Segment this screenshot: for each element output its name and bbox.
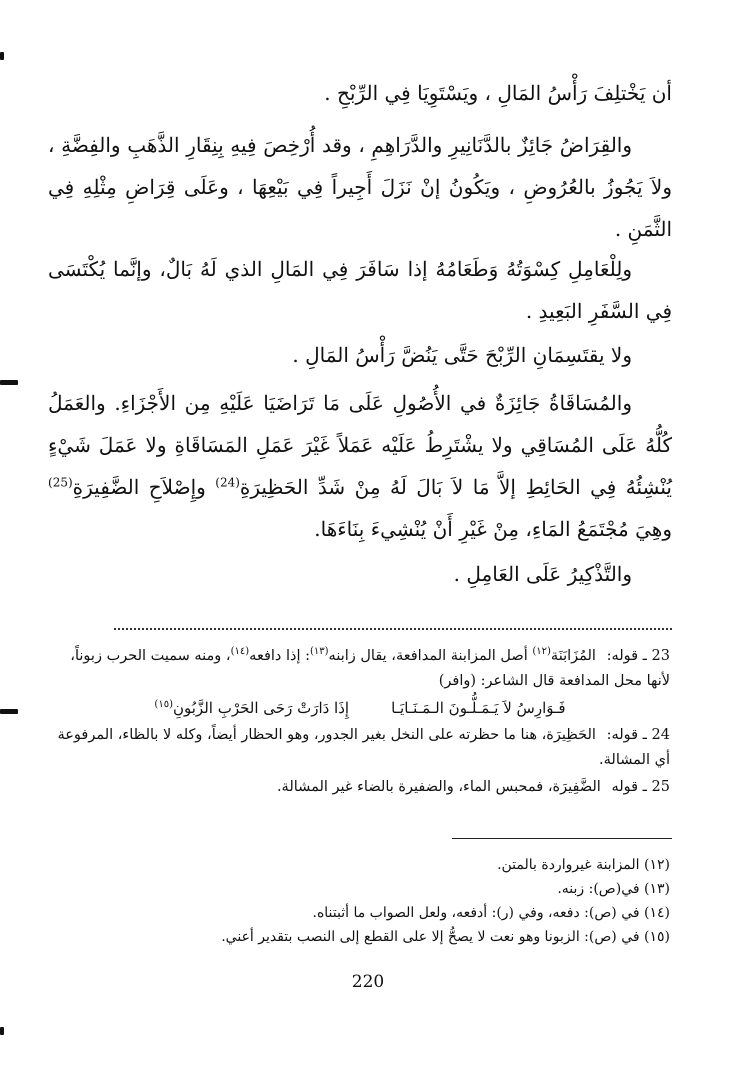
- margin-mark: [0, 1027, 4, 1035]
- apparatus-note-14: (١٤) في (ص): دفعه، وفي (ر): أدفعه، ولعل الصواب ما أثبتناه.: [312, 905, 670, 921]
- note-23-text-c: : إذا دافعه: [249, 648, 310, 664]
- note-23-term: المُزَابَنَة: [550, 648, 601, 664]
- margin-mark: [0, 709, 18, 714]
- commentary-notes: [50, 644, 670, 802]
- note-23: [50, 644, 670, 694]
- note-23-ref-12[interactable]: (١٢): [532, 646, 551, 658]
- note-23-text-d: ، ومنه سميت الحرب زبوناً، لأنها محل المدافعة قال الشاعر: (وافر): [70, 648, 670, 689]
- notes-divider: [114, 628, 672, 630]
- musaqat-text-c: وهِيَ مُجْتَمَعُ المَاءِ، مِنْ غَيْرِ أَنْ يُنْشِيءَ بِنَاءَهَا.: [314, 517, 672, 541]
- poetry-verse: [50, 696, 670, 721]
- apparatus-note-15: (١٥) في (ص): الزبونا وهو نعت لا يصحُّ إلا على القطع إلى النصب بتقدير أعني.: [221, 929, 670, 945]
- apparatus-note-12: (١٢) المزابنة غيرواردة بالمتن.: [497, 857, 670, 873]
- note-23-label: 23 ـ قوله:: [606, 648, 670, 664]
- body-paragraph-amil: ولِلْعَامِلِ كِسْوَتُهُ وَطَعَامُهُ إذا سَافَرَ فِي المَالِ الذي لَهُ بَالٌ، وإنَّما يُكْتَسَى فِي السَّفَرِ البَعِيدِ .: [48, 257, 672, 323]
- musaqat-text-a: والمُسَاقَاةُ جَائِزَةٌ في الأُصُولِ عَلَى مَا تَرَاضَيَا عَلَيْهِ مِن الأَجْزَاءِ. والعَمَلُ كُلُّهُ عَلَى المُسَاقِي ولا يشْتَرِطُ عَلَيْه عَمَلاً غَيْرَ عَمَلِ المَسَاقَاةِ ولا عَمَلَ شَيْءٍ يُنْشِئُهُ فِي الحَائِطِ إلاَّ مَا لاَ بَالَ لَهُ مِنْ شَدِّ الحَظِيرَةِ: [48, 391, 672, 499]
- margin-mark: [0, 380, 18, 385]
- body-paragraph-tadhkir: والتَّذْكِيرُ عَلَى العَامِلِ .: [453, 562, 632, 586]
- note-24-label: 24 ـ قوله:: [606, 727, 670, 743]
- note-23-ref-13[interactable]: (١٣): [309, 646, 329, 658]
- verse-second-hemistich: [154, 696, 349, 721]
- note-25: [50, 775, 670, 800]
- verse-first-hemistich: فَـوَارِسُ لاَ يَـمَـلُّـونَ الـمَـنَـايَـا: [391, 699, 566, 717]
- apparatus-note-13: (١٣) في(ص): زبنه.: [557, 881, 670, 897]
- footnote-ref-25[interactable]: (25): [48, 475, 73, 490]
- apparatus-divider: [452, 838, 672, 839]
- note-24: [50, 723, 670, 773]
- note-25-text: الضَّفِيرَة، فمحبس الماء، والضفيرة بالضاء غير المشالة.: [276, 779, 606, 795]
- note-25-label: 25 ـ قوله: [611, 779, 670, 795]
- note-24-text: الحَظِيرَة، هنا ما حظرته على النخل بغير الجدور، وهو الحظار أيضاً، وكله لا بالظاء، المرفوعة أي المشالة.: [57, 727, 670, 768]
- verse-ref-15[interactable]: (١٥): [154, 699, 173, 710]
- verse-second-text: إِذَا دَارَتْ رَحَى الحَرْبِ الزَّبُونِ: [172, 699, 350, 717]
- body-paragraph-ribh: ولا يقتَسِمَانِ الرِّبْحَ حَتَّى يَنُضَّ رَأْسُ المَالِ .: [292, 343, 632, 367]
- page-number: 220: [351, 972, 385, 992]
- note-23-ref-14[interactable]: (١٤): [230, 646, 250, 658]
- critical-apparatus: [50, 853, 670, 949]
- body-paragraph-1: أن يَخْتلِفَ رَأْسُ المَالِ ، ويَسْتَوِيَا فِي الرِّبْحِ .: [324, 81, 672, 105]
- body-paragraph-musaqat: [48, 382, 672, 550]
- footnote-ref-24[interactable]: (24): [215, 475, 240, 490]
- body-paragraph-qirad: والقِرَاضُ جَائِزٌ بالدَّنَانِيرِ والدَّرَاهِمِ ، وقد أُرْخِصَ فِيهِ بِنِقَارِ الذَّهَبِ والفِضَّةِ ، ولاَ يَجُوزُ بالعُرُوضِ ، ويَكُونُ إنْ نَزَلَ أَجِيراً فِي بَيْعِهَا ، وعَلَى قِرَاضِ مِثْلِهِ فِي الثَّمَنِ .: [48, 133, 672, 241]
- musaqat-text-b: وإِصْلاَحِ الضَّفِيرَةِ: [72, 475, 216, 499]
- margin-mark: [0, 52, 4, 60]
- note-23-text-b: أصل المزابنة المدافعة، يقال زابنه: [328, 648, 533, 664]
